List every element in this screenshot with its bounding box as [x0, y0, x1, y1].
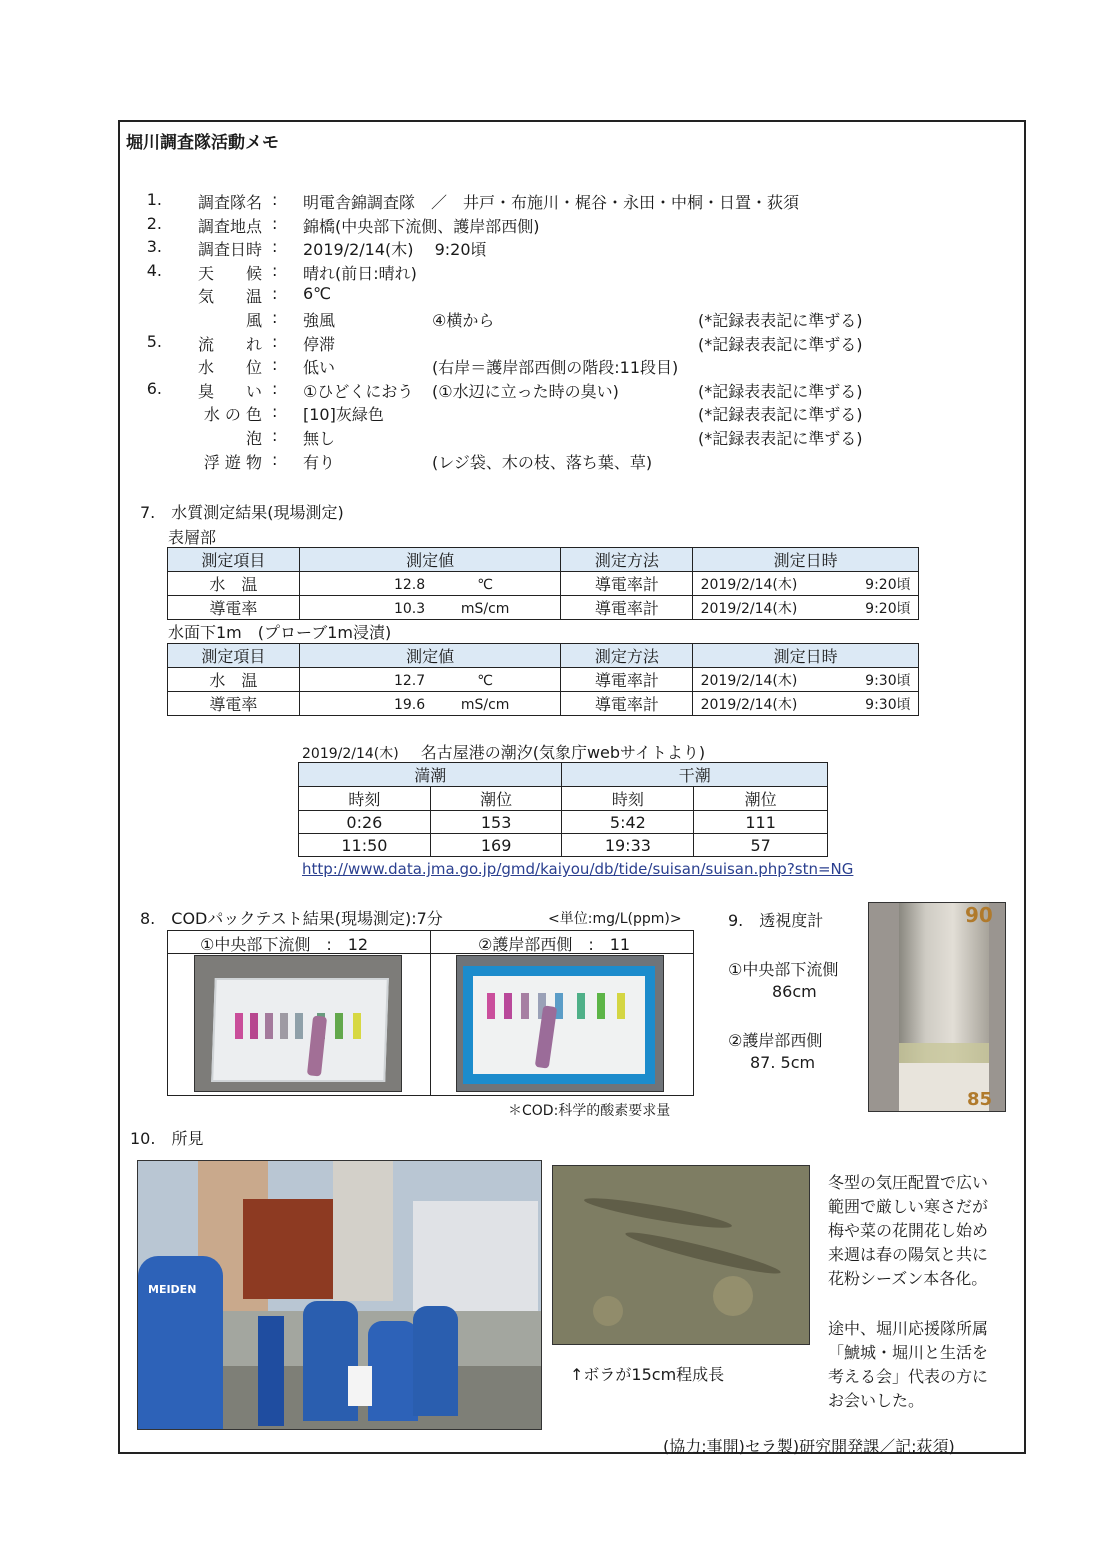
value-cell: 19.6 mS/cm	[299, 692, 561, 716]
table-row	[299, 834, 828, 857]
info-colon: :	[272, 284, 278, 303]
page-title: 堀川調査隊活動メモ	[126, 133, 279, 153]
info-label: 流 れ	[197, 335, 262, 354]
info-value: 無し	[303, 429, 336, 448]
item-cell: 導電率	[168, 692, 300, 716]
fish-photo	[552, 1165, 810, 1345]
col-header: 測定値	[299, 548, 561, 572]
col-header: 測定方法	[561, 548, 693, 572]
info-label: 浮 遊 物	[203, 453, 262, 472]
info-colon: :	[272, 332, 278, 351]
cod-test-photo-right	[456, 955, 664, 1092]
low-tide-header: 干潮	[562, 763, 828, 787]
comment-line: 梅や菜の花開花し始め	[828, 1221, 989, 1240]
info-note: (右岸＝護岸部西側の階段:11段目)	[432, 358, 679, 377]
date-cell: 2019/2/14(木) 9:20頃	[693, 596, 919, 620]
item-cell: 導電率	[168, 596, 300, 620]
high-tide-header: 満潮	[299, 763, 562, 787]
info-label: 気 温	[197, 287, 262, 306]
cod-right-label: ②護岸部西側 : 11	[478, 935, 631, 954]
cod-heading: 8. CODパックテスト結果(現場測定):7分	[140, 909, 443, 928]
info-value: 2019/2/14(木) 9:20頃	[303, 240, 487, 259]
table-row	[168, 692, 919, 716]
date-cell: 2019/2/14(木) 9:30頃	[693, 668, 919, 692]
col-header: 時刻	[562, 787, 694, 811]
tide-source-link[interactable]: http://www.data.jma.go.jp/gmd/kaiyou/db/tide/suisan/suisan.php?stn=NG	[302, 860, 854, 878]
col-header: 潮位	[694, 787, 828, 811]
comment-line: 冬型の気圧配置で広い	[828, 1173, 989, 1192]
info-label: 水 位	[197, 358, 262, 377]
info-value: [10]灰緑色	[303, 405, 384, 424]
value-cell: 12.7 ℃	[299, 668, 561, 692]
info-number: 1.	[146, 190, 162, 209]
jacket-logo: MEIDEN	[148, 1283, 197, 1296]
item-cell: 水 温	[168, 668, 300, 692]
info-colon: :	[272, 379, 278, 398]
comment-line: 範囲で厳しい寒さだが	[828, 1197, 989, 1216]
info-label: 風	[245, 311, 262, 330]
transparency-value-2: 87. 5cm	[750, 1053, 816, 1072]
table-row	[299, 811, 828, 834]
table-cell: 19:33	[562, 834, 694, 857]
tide-caption: 2019/2/14(木) 名古屋港の潮汐(気象庁webサイトより)	[302, 743, 706, 762]
info-value: 停滞	[303, 335, 336, 354]
col-header: 測定項目	[168, 644, 300, 668]
comment-line: 来週は春の陽気と共に	[828, 1245, 989, 1264]
info-value: 強風	[303, 311, 336, 330]
table-row	[168, 596, 919, 620]
depth-table	[167, 643, 919, 716]
col-header: 測定方法	[561, 644, 693, 668]
surface-table	[167, 547, 919, 620]
method-cell: 導電率計	[561, 572, 693, 596]
survey-team-photo	[137, 1160, 542, 1430]
info-label: 臭 い	[197, 382, 262, 401]
info-number: 6.	[146, 379, 162, 398]
info-colon: :	[272, 237, 278, 256]
col-header: 測定日時	[693, 548, 919, 572]
value-cell: 10.3 mS/cm	[299, 596, 561, 620]
footer-credit: (協力:事開)セラ製)研究開発課／記:荻須)	[663, 1437, 955, 1456]
table-cell: 111	[694, 811, 828, 834]
comment-line: 花粉シーズン本各化。	[828, 1269, 988, 1288]
table-row	[168, 572, 919, 596]
info-colon: :	[272, 308, 278, 327]
surface-label: 表層部	[168, 528, 217, 547]
info-reference: (*記録表表記に準ずる)	[698, 405, 863, 424]
water-heading: 7. 水質測定結果(現場測定)	[140, 503, 344, 522]
info-colon: :	[272, 214, 278, 233]
info-reference: (*記録表表記に準ずる)	[698, 335, 863, 354]
depth-label: 水面下1m (プローブ1m浸漬)	[168, 623, 392, 642]
method-cell: 導電率計	[561, 596, 693, 620]
table-cell: 11:50	[299, 834, 431, 857]
info-note: ④横から	[432, 311, 495, 330]
info-label: 調査隊名	[197, 193, 262, 212]
info-label: 水 の 色	[203, 405, 262, 424]
table-cell: 169	[430, 834, 562, 857]
info-colon: :	[272, 402, 278, 421]
col-header: 潮位	[430, 787, 562, 811]
method-cell: 導電率計	[561, 692, 693, 716]
table-row	[168, 668, 919, 692]
date-cell: 2019/2/14(木) 9:30頃	[693, 692, 919, 716]
info-note: (①水辺に立った時の臭い)	[432, 382, 619, 401]
fish-caption: ↑ボラが15cm程成長	[570, 1365, 725, 1384]
info-label: 調査日時	[197, 240, 262, 259]
transparency-heading: 9. 透視度計	[728, 911, 824, 930]
col-header: 時刻	[299, 787, 431, 811]
date-cell: 2019/2/14(木) 9:20頃	[693, 572, 919, 596]
info-value: 晴れ(前日:晴れ)	[303, 264, 417, 283]
comment-line: お会いした。	[828, 1391, 925, 1410]
gauge-bottom-mark: 85	[967, 1089, 993, 1110]
info-value: ①ひどくにおう	[303, 382, 414, 401]
col-header: 測定項目	[168, 548, 300, 572]
cod-unit: <単位:mg/L(ppm)>	[548, 911, 682, 927]
info-note: (レジ袋、木の枝、落ち葉、草)	[432, 453, 653, 472]
col-header: 測定日時	[693, 644, 919, 668]
gauge-top-mark: 90	[965, 903, 993, 927]
info-value: 低い	[303, 358, 336, 377]
info-value: 有り	[303, 453, 336, 472]
info-number: 2.	[146, 214, 162, 233]
transparency-gauge-photo	[868, 902, 1006, 1112]
item-cell: 水 温	[168, 572, 300, 596]
info-value: 錦橋(中央部下流側、護岸部西側)	[303, 217, 540, 236]
table-cell: 0:26	[299, 811, 431, 834]
info-number: 4.	[146, 261, 162, 280]
info-reference: (*記録表表記に準ずる)	[698, 311, 863, 330]
info-colon: :	[272, 261, 278, 280]
info-reference: (*記録表表記に準ずる)	[698, 382, 863, 401]
info-value: 6℃	[303, 284, 332, 303]
comment-line: 途中、堀川応援隊所属	[828, 1319, 989, 1338]
info-label: 天 候	[197, 264, 262, 283]
table-cell: 57	[694, 834, 828, 857]
info-reference: (*記録表表記に準ずる)	[698, 429, 863, 448]
comment-line: 「鯱城・堀川と生活を	[828, 1343, 989, 1362]
tide-table	[298, 762, 828, 857]
cod-test-photo-left	[194, 955, 402, 1092]
info-label: 調査地点	[197, 217, 262, 236]
col-header: 測定値	[299, 644, 561, 668]
info-value: 明電舎錦調査隊 ／ 井戸・布施川・梶谷・永田・中桐・日置・荻須	[303, 193, 800, 212]
findings-heading: 10. 所見	[130, 1129, 204, 1148]
cod-left-label: ①中央部下流側 : 12	[200, 935, 369, 954]
info-number: 5.	[146, 332, 162, 351]
transparency-item-1: ①中央部下流側	[728, 960, 839, 979]
table-cell: 5:42	[562, 811, 694, 834]
value-cell: 12.8 ℃	[299, 572, 561, 596]
cod-footnote: ＊COD:科学的酸素要求量	[508, 1103, 671, 1119]
comment-line: 考える会」代表の方に	[828, 1367, 989, 1386]
info-colon: :	[272, 450, 278, 469]
info-label: 泡	[245, 429, 262, 448]
info-colon: :	[272, 190, 278, 209]
transparency-value-1: 86cm	[772, 982, 817, 1001]
method-cell: 導電率計	[561, 668, 693, 692]
info-number: 3.	[146, 237, 162, 256]
info-colon: :	[272, 355, 278, 374]
transparency-item-2: ②護岸部西側	[728, 1031, 823, 1050]
info-colon: :	[272, 426, 278, 445]
table-cell: 153	[430, 811, 562, 834]
